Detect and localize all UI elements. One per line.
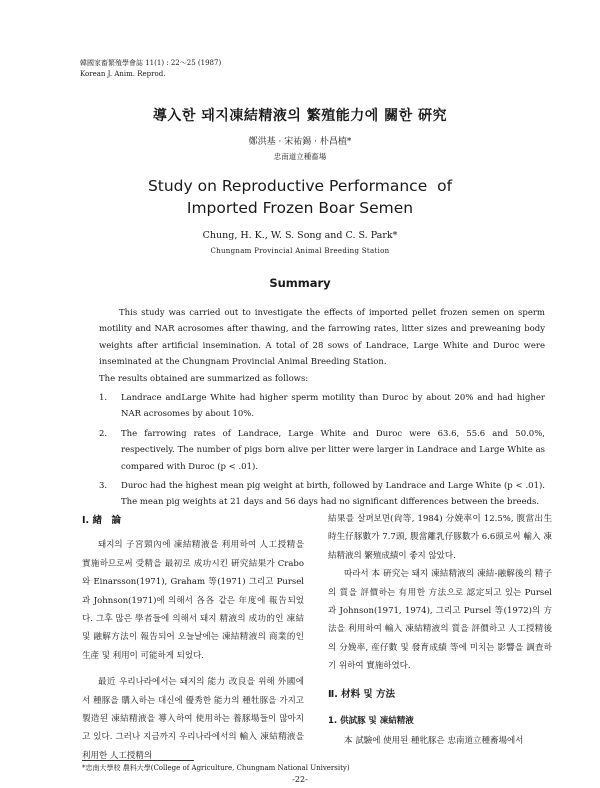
result-number: 1.	[99, 393, 108, 404]
journal-citation-english: Korean J. Anim. Reprod.	[80, 70, 166, 78]
left-column	[82, 510, 304, 765]
intro-paragraph-3: 結果를 살펴보면(尙等, 1984) 分娩率이 12.5%, 腹當出生時生仔豚數가 7.7頭, 腹當離乳仔豚數가 6.6頭로써 輸入 凍結精液의 繁殖成績이 좋지 않았다.	[328, 514, 552, 561]
subsection-heading-animals: 1. 供試豚 및 凍結精液	[328, 716, 414, 727]
authors-english: Chung, H. K., W. S. Song and C. S. Park*	[202, 230, 398, 241]
institution-korean: 忠南道立種畜場	[273, 152, 327, 161]
intro-paragraph-4: 따라서 本 硏究는 돼지 凍結精液의 凍結-融解後의 精子의 質을 評價하는 有用한 方法으로 認定되고 있는 Pursel 과 Johnson(1971, 1974), 그리고 Pursel 等(1972)의 方法을 利用하여 輸入 凍結精液의 質을 評價하고 人工授精後의 分娩率, 産仔數 및 發育成績 等에 미치는 影響을 調査하기 위하여 實施하였다.	[328, 569, 552, 672]
institution-english: Chungnam Provincial Animal Breeding Station	[210, 247, 390, 255]
journal-citation	[80, 58, 221, 80]
result-item	[99, 478, 545, 511]
title-english-line2: Imported Frozen Boar Semen	[186, 199, 414, 217]
footnote: *忠南大學校 農科大學(College of Agriculture, Chungnam National University)	[82, 764, 350, 772]
result-item	[99, 390, 545, 423]
result-text: Duroc had the highest mean pig weight at birth, followed by Landrace and Large White (p < .01). The mean pig weights at 21 days and 56 days had no significant differences between the breeds.	[121, 481, 545, 508]
title-english	[0, 175, 600, 219]
journal-citation-korean: 韓國家畜繁殖學會誌 11(1) : 22～25 (1987)	[80, 59, 222, 67]
title-english-line1: Study on Reproductive Performance of	[147, 177, 453, 195]
summary-results-intro: The results obtained are summarized as follows:	[99, 373, 309, 384]
result-text: The farrowing rates of Landrace, Large White and Duroc were 63.6, 55.6 and 50.0%, respectively. The number of pigs born alive per litter were larger in Landrace and Large White as compared with Duroc (p < .01).	[121, 428, 545, 472]
title-korean: 導入한 돼지凍結精液의 繁殖能力에 關한 硏究	[152, 108, 448, 124]
intro-paragraph-2: 最近 우리나라에서는 돼지의 能力 改良을 위해 外國에서 種豚을 購入하는 대신에 優秀한 能力의 種牡豚을 가지고 製造된 凍結精液을 導入하여 使用하는 養豚場들이 많아지고 있다. 그러나 지금까지 우리나라에서의 輸入 凍結精液을 利用한 人工授精의	[82, 677, 304, 761]
result-number: 2.	[99, 428, 108, 439]
section-heading-introduction: Ⅰ. 緖 論	[82, 515, 121, 526]
footnote-divider	[82, 760, 194, 761]
result-item	[99, 426, 545, 475]
result-number: 3.	[99, 481, 108, 492]
intro-paragraph-1: 돼지의 子宮頸內에 凍結精液을 利用하여 人工授精을 實施하므로써 受精을 最初로 成功시킨 硏究結果가 Crabo 와 Einarsson(1971), Graham 等(1971) 그리고 Pursel 과 Johnson(1971)에 의해서 各各 같은 年度에 報告되었다. 그후 많은 學者들에 의해서 돼지 精液의 成功的인 凍結 및 融解方法이 報告되어 오늘날에는 凍結精液의 商業的인 生產 및 利用이 可能하게 되었다.	[82, 540, 304, 661]
summary-heading: Summary	[269, 276, 331, 290]
page-number: -22-	[292, 775, 308, 784]
summary-paragraph: This study was carried out to investigate the effects of imported pellet frozen semen on sperm motility and NAR acrosomes after thawing, and the farrowing rates, litter sizes and preweaning body weights after artificial insemination. A total of 28 sows of Landrace, Large White and Duroc were inseminated at the Chungnam Provincial Animal Breeding Station.	[99, 308, 545, 368]
right-column	[328, 510, 552, 751]
methods-paragraph-1: 本 試驗에 使用된 種牝豚은 忠南道立種畜場에서	[344, 736, 524, 747]
section-heading-methods: Ⅱ. 材料 및 方法	[328, 688, 395, 700]
summary-body	[99, 305, 545, 511]
results-list	[99, 390, 545, 511]
result-text: Landrace andLarge White had higher sperm motility than Duroc by about 20% and had higher NAR acrosomes by about 10%.	[121, 393, 545, 420]
authors-korean: 鄭洪基 · 宋祐錫 · 朴昌植*	[248, 137, 352, 147]
